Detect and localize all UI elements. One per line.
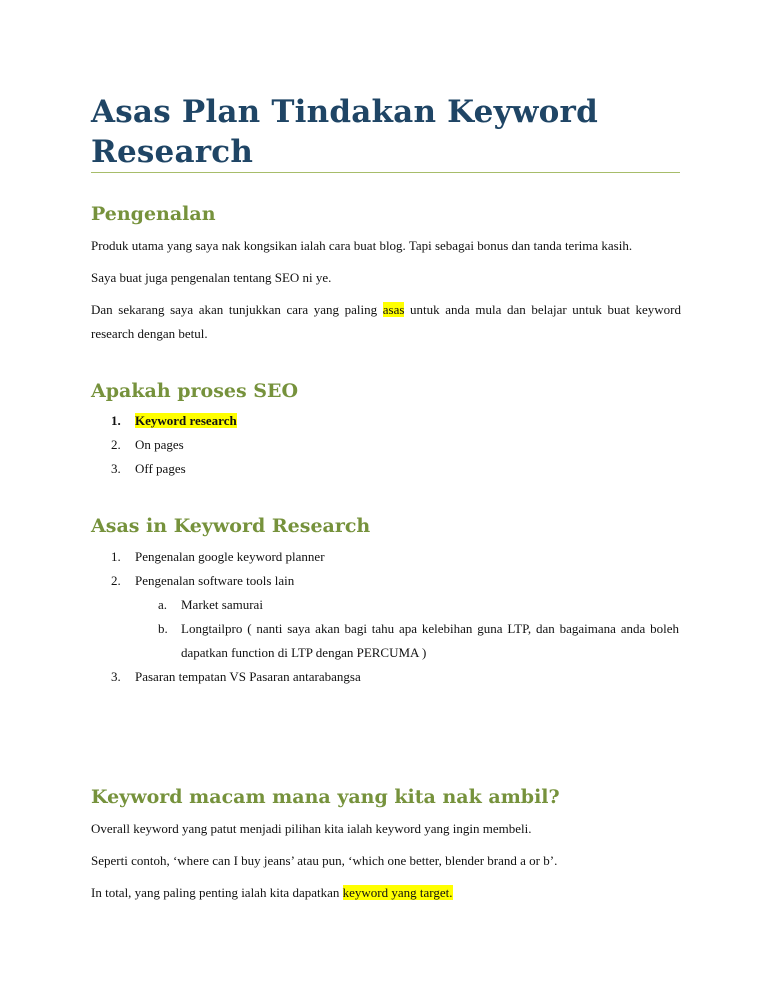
paragraph-text: In total, yang paling penting ialah kita dapatkan — [91, 885, 343, 900]
list-number: 3. — [111, 461, 121, 476]
sublist-letter: b. — [158, 621, 168, 636]
pengenalan-paragraph-1: Produk utama yang saya nak kongsikan ialah cara buat blog. Tapi sebagai bonus dan tanda terima kasih. — [91, 238, 633, 253]
list-number: 1. — [111, 413, 121, 428]
heading-keyword-macam-mana: Keyword macam mana yang kita nak ambil? — [91, 786, 560, 808]
sublist-item: Longtailpro ( nanti saya akan bagi tahu apa kelebihan guna LTP, dan bagaimana anda boleh dapatkan function di LTP dengan PERCUMA ) — [181, 621, 679, 660]
list-number: 2. — [111, 437, 121, 452]
pengenalan-paragraph-2: Saya buat juga pengenalan tentang SEO ni ye. — [91, 270, 332, 285]
highlighted-text: Keyword research — [135, 413, 237, 428]
heading-pengenalan: Pengenalan — [91, 203, 216, 225]
list-number: 2. — [111, 573, 121, 588]
highlighted-text: keyword yang target. — [342, 885, 453, 900]
keyword-paragraph-2: Seperti contoh, ‘where can I buy jeans’ atau pun, ‘which one better, blender brand a or b’. — [91, 853, 558, 868]
list-item: Pasaran tempatan VS Pasaran antarabangsa — [135, 669, 361, 684]
keyword-paragraph-1: Overall keyword yang patut menjadi pilihan kita ialah keyword yang ingin membeli. — [91, 821, 532, 836]
heading-asas-keyword-research: Asas in Keyword Research — [91, 515, 371, 537]
list-item: Pengenalan software tools lain — [135, 573, 295, 588]
sublist-item: Market samurai — [181, 597, 263, 612]
paragraph-text: untuk anda mula dan belajar untuk buat keyword research dengan betul. — [91, 302, 681, 341]
list-item: Pengenalan google keyword planner — [135, 549, 325, 564]
highlighted-text: asas — [382, 302, 405, 317]
sublist-letter: a. — [158, 597, 168, 612]
paragraph-text: Dan sekarang saya akan tunjukkan cara yang paling — [91, 302, 383, 317]
heading-proses-seo: Apakah proses SEO — [91, 380, 299, 402]
list-item: Off pages — [135, 461, 186, 476]
title-divider — [91, 172, 680, 173]
pengenalan-paragraph-3 — [91, 298, 681, 346]
document-title: Asas Plan Tindakan Keyword Research — [91, 94, 598, 170]
list-number: 1. — [111, 549, 121, 564]
keyword-paragraph-3 — [91, 881, 681, 905]
list-item: On pages — [135, 437, 184, 452]
list-item — [135, 409, 237, 433]
list-number: 3. — [111, 669, 121, 684]
